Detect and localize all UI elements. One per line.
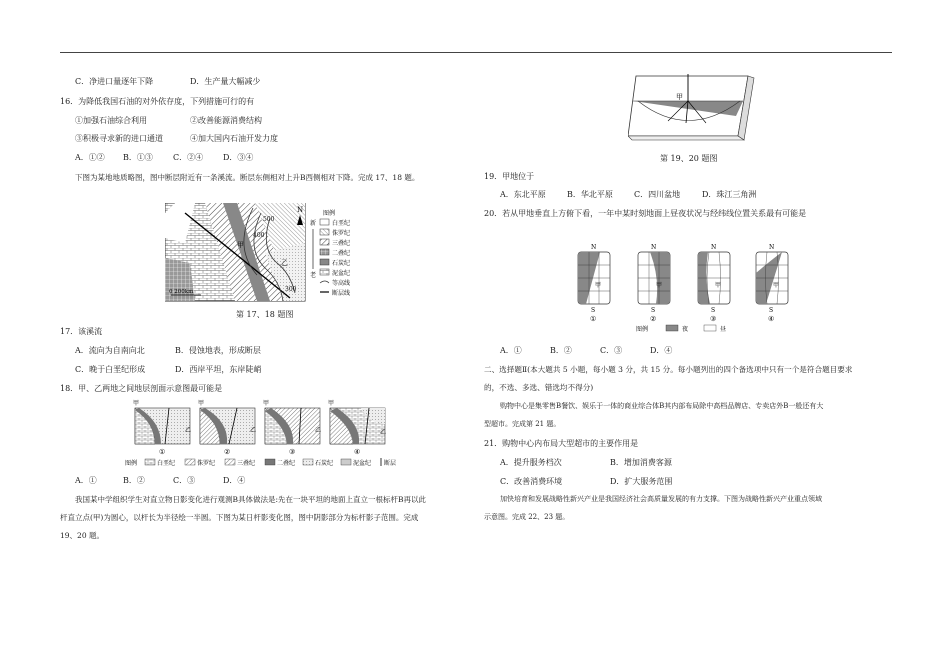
- day-night-figure: [570, 243, 815, 333]
- section2-line1: 二、选择题Ⅱ(本大题共 5 小题，每小题 3 分，共 15 分。每小题列出的四个备选项中只有一个是符合题目要求: [484, 365, 853, 374]
- section2-line2: 的，不选、多选、错选均不得分): [484, 383, 594, 392]
- q18-option-a: A．①: [75, 476, 97, 485]
- fig-18-legend-devonian: 泥盆纪: [353, 460, 372, 467]
- q18-option-b: B．②: [123, 476, 145, 485]
- q20-option-b: B．②: [550, 346, 572, 355]
- q16-option-b: B．①③: [123, 153, 153, 162]
- section-4-yi: 乙: [380, 429, 387, 436]
- q18-option-d: D．④: [223, 476, 246, 485]
- fig-18-legend-jurassic: 侏罗纪: [197, 460, 216, 467]
- q18-stem: 18．甲、乙两地之间地层剖面示意图最可能是: [60, 384, 223, 393]
- north-label: N: [297, 206, 304, 214]
- intro-22-23-line1: 加快培育和发展战略性新兴产业是我国经济社会高质量发展的有力支撑。下图为战略性新兴产业重点领域: [500, 495, 822, 503]
- legend-triassic: 三叠纪: [332, 240, 351, 247]
- section-3: [263, 399, 321, 456]
- section-4: [328, 399, 386, 456]
- q15-option-d: D．生产量大幅减少: [190, 77, 261, 86]
- fig20-legend-title: 图例: [636, 326, 649, 333]
- section-1-yi: 乙: [185, 427, 192, 434]
- q19-option-a: A．东北平原: [500, 190, 546, 199]
- globe-2: [638, 244, 670, 323]
- cross-section-figure: [125, 394, 410, 468]
- q16-item-4: ④加大国内石油开发力度: [190, 134, 278, 143]
- fig-18-legend-cretaceous: 白垩纪: [157, 460, 176, 467]
- intro-17-18: 下图为某地地质略图，图中断层附近有一条溪流。断层东侧相对上升B西侧相对下降。完成 17、18 题。: [75, 173, 420, 182]
- fig-18-legend-carboniferous: 石炭纪: [315, 460, 334, 467]
- q20-option-a: A．①: [500, 346, 522, 355]
- legend-contour: 等高线: [332, 280, 351, 287]
- section-3-num: ③: [289, 448, 296, 456]
- legend-carboniferous: 石炭纪: [332, 260, 351, 267]
- legend-permian: 二叠纪: [332, 250, 351, 257]
- intro-19-20-line1: 我国某中学组织学生对直立物日影变化进行观测B具体做法是:先在一块平坦的地面上直立一根标杆B再以此: [75, 495, 427, 504]
- globe-1-s: S: [591, 307, 596, 314]
- q15-option-c: C．净进口量逐年下降: [75, 77, 154, 86]
- q17-option-b: B．侵蚀地表，形成断层: [175, 346, 261, 355]
- intro-21-line1: 购物中心是集零售B餐饮、娱乐于一体的商业综合体B其内部布局除中高档品牌店、专卖店外B一般还有大: [500, 402, 824, 410]
- old-label: 老: [310, 272, 317, 279]
- globe-2-num: ②: [650, 315, 657, 323]
- q21-option-c: C．改善消费环境: [500, 477, 563, 486]
- legend-fault: 断层线: [332, 290, 351, 297]
- globe-4: [756, 244, 788, 323]
- jia-label: 甲: [237, 241, 244, 249]
- globe-1-jia: 甲: [595, 282, 602, 289]
- legend-day: 昼: [720, 326, 727, 333]
- yi-label: 乙: [281, 259, 288, 267]
- globe-2-jia: 甲: [656, 282, 663, 289]
- fig2-caption: 第 19、20 题图: [660, 154, 718, 163]
- intro-21-line2: 型超市。完成第 21 题。: [484, 420, 561, 428]
- section-4-num: ④: [354, 448, 361, 456]
- q21-stem: 21．购物中心内布局大型超市的主要作用是: [484, 439, 639, 448]
- q20-option-c: C．③: [600, 346, 623, 355]
- section-2-yi: 乙: [250, 427, 257, 434]
- globe-4-num: ④: [768, 315, 775, 323]
- contour-label-500: 500: [263, 216, 275, 223]
- legend-devonian: 泥盆纪: [332, 270, 351, 277]
- q17-option-c: C．晚于白垩纪形成: [75, 365, 146, 374]
- q19-option-d: D．珠江三角洲: [702, 190, 757, 199]
- shadow-figure: [628, 68, 758, 144]
- section-2: [198, 399, 256, 456]
- contour-label-300: 300: [285, 286, 297, 293]
- section-3-jia: 甲: [263, 400, 270, 407]
- header-rule: [60, 52, 892, 53]
- globe-3-n: N: [711, 244, 717, 251]
- fig-18-legend-permian: 二叠纪: [277, 460, 296, 467]
- section-1-jia: 甲: [133, 400, 140, 407]
- intro-19-20-line3: 19、20 题。: [60, 531, 104, 540]
- globe-1-n: N: [591, 244, 597, 251]
- intro-19-20-line2: 杆直立点(甲)为圆心，以杆长为半径绘一半圆。下图为某日杆影变化图，图中阴影部分为标杆影子范围。完成: [60, 513, 419, 522]
- q21-option-a: A．提升服务档次: [500, 458, 562, 467]
- q19-option-b: B．华北平原: [567, 190, 613, 199]
- q17-stem: 17．该溪流: [60, 327, 103, 336]
- globe-3-s: S: [711, 307, 716, 314]
- q16-stem: 16．为降低我国石油的对外依存度，下列措施可行的有: [60, 97, 255, 106]
- section-3-yi: 乙: [315, 427, 322, 434]
- globe-2-n: N: [651, 244, 657, 251]
- contour-label-400: 400: [253, 232, 265, 239]
- globe-1: [578, 244, 610, 323]
- q16-item-3: ③积极寻求新的进口通道: [75, 134, 163, 143]
- globe-4-n: N: [769, 244, 775, 251]
- section-1: [133, 399, 191, 456]
- q20-option-d: D．④: [650, 346, 673, 355]
- fig1-caption: 第 17、18 题图: [236, 310, 294, 319]
- globe-4-jia: 甲: [773, 282, 780, 289]
- q21-option-b: B．增加消费客源: [610, 458, 672, 467]
- geologic-map-figure: [165, 203, 405, 303]
- section-2-num: ②: [224, 448, 231, 456]
- globe-3-jia: 甲: [715, 282, 722, 289]
- globe-4-s: S: [769, 307, 774, 314]
- new-label: 新: [310, 220, 317, 227]
- globe-1-num: ①: [590, 315, 597, 323]
- section-2-jia: 甲: [198, 400, 205, 407]
- scale-label: 0 200km: [169, 289, 194, 295]
- q16-item-2: ②改善能源消费结构: [190, 116, 262, 125]
- fig-18-legend-fault: 断层: [384, 460, 397, 467]
- q19-stem: 19．甲地位于: [484, 172, 535, 181]
- q16-option-d: D．③④: [223, 153, 254, 162]
- legend-night: 夜: [682, 326, 689, 333]
- fig1-legend-title: 图例: [323, 210, 336, 217]
- q21-option-d: D．扩大服务范围: [610, 477, 673, 486]
- globe-3: [698, 244, 730, 323]
- intro-22-23-line2: 示意图。完成 22、23 题。: [484, 513, 570, 521]
- globe-3-num: ③: [710, 315, 717, 323]
- fig-18-legend-triassic: 三叠纪: [237, 460, 256, 467]
- section-4-jia: 甲: [328, 400, 335, 407]
- fig-18-legend-title: 图例: [125, 460, 138, 467]
- q18-option-c: C．③: [173, 476, 196, 485]
- q20-stem: 20．若从甲地垂直上方俯下看，一年中某时刻地面上昼夜状况与经纬线位置关系最有可能是: [484, 209, 807, 218]
- shadow-fig-jia: 甲: [676, 93, 683, 101]
- q16-item-1: ①加强石油综合利用: [75, 116, 147, 125]
- globe-2-s: S: [651, 307, 656, 314]
- q16-option-a: A．①②: [75, 153, 105, 162]
- q16-option-c: C．②④: [173, 153, 204, 162]
- q17-option-d: D．西岸平坦，东岸陡峭: [175, 365, 262, 374]
- legend-cretaceous: 白垩纪: [332, 220, 351, 227]
- legend-jurassic: 侏罗纪: [332, 230, 351, 237]
- q19-option-c: C．四川盆地: [634, 190, 681, 199]
- section-1-num: ①: [159, 448, 166, 456]
- q17-option-a: A．流向为自南向北: [75, 346, 145, 355]
